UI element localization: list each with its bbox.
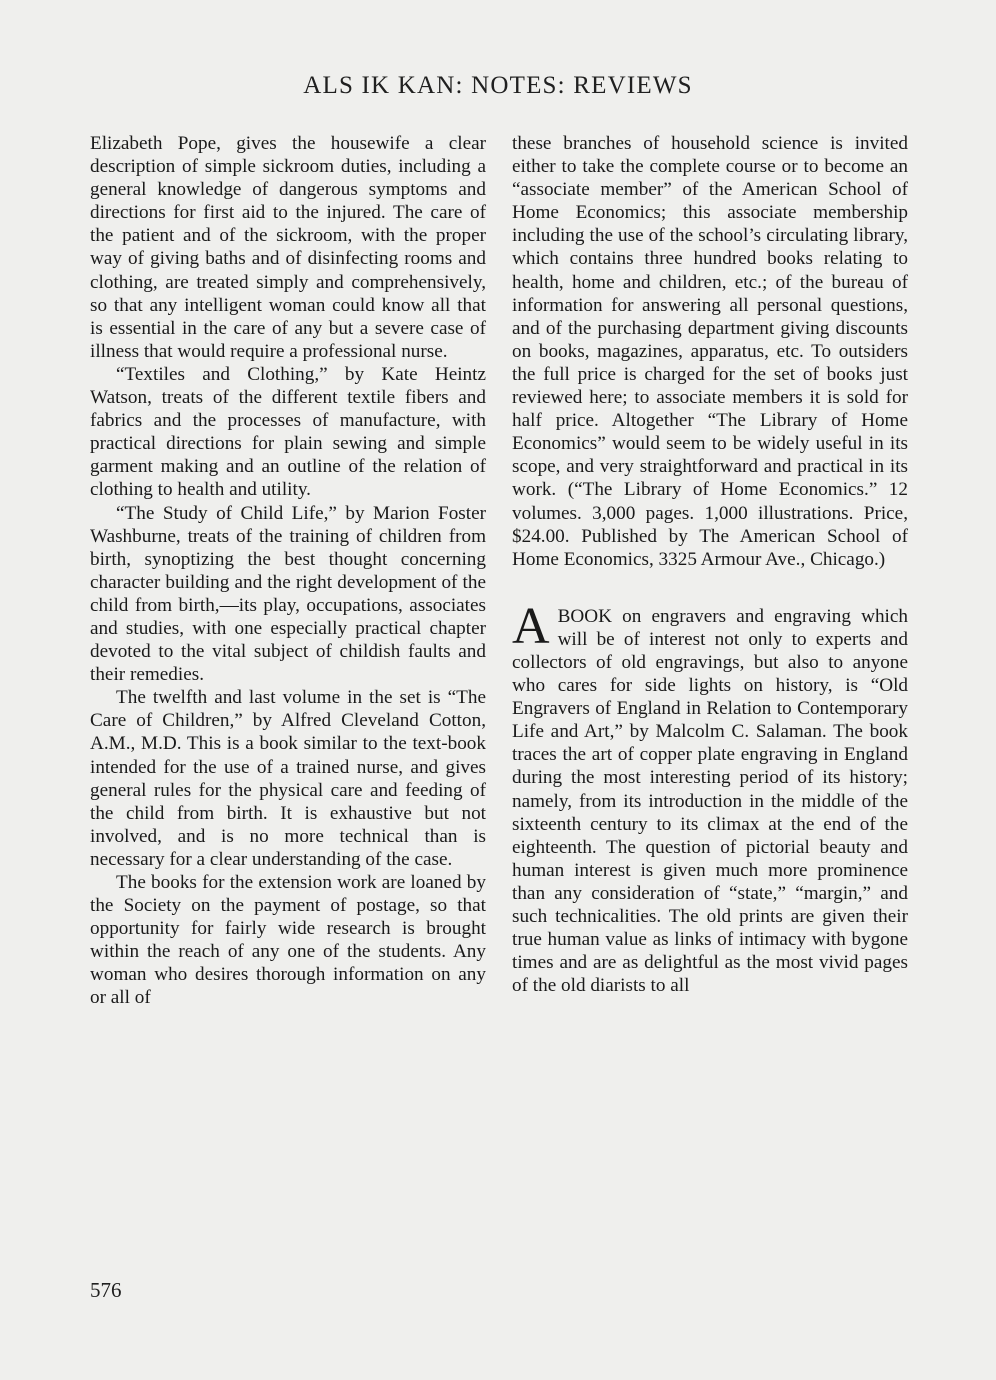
left-column xyxy=(90,132,486,1010)
page-number: 576 xyxy=(90,1278,122,1302)
paragraph-extension-work: The books for the extension work are loaned by the Society on the payment of postage, so that opportunity for fairly wide research is brought within the reach of any one of the students. Any woman who desires thorough information on any or all of xyxy=(90,872,486,1009)
right-column xyxy=(512,132,908,997)
running-head: ALS IK KAN: NOTES: REVIEWS xyxy=(303,72,693,99)
paragraph-care-of-children: The twelfth and last volume in the set is “The Care of Children,” by Alfred Cleveland Cotton, A.M., M.D. This is a book similar to the text-book intended for the use of a trained nurse, and gives general rules for the physical care and feeding of the child from birth. It is exhaustive but not involved, and is no more technical than is necessary for a clear understanding of the case. xyxy=(90,687,486,870)
drop-cap: A xyxy=(512,597,550,655)
paragraph-sickroom: Elizabeth Pope, gives the housewife a clear description of simple sickroom duties, including a general knowledge of dangerous symptoms and directions for first aid to the injured. The care of the patient and of the sickroom, with the proper way of giving baths and of disinfecting rooms and clothing, are treated simply and comprehensively, so that any intelligent woman could know all that is essential in the care of any but a severe case of illness that would require a professional nurse. xyxy=(90,133,486,362)
review-old-engravers xyxy=(512,597,908,998)
paragraph-associate-membership: these branches of household science is invited either to take the complete course or to become an “associate member” of the American School of Home Economics; this associate membership including the use of the school’s circulating library, which contains three hundred books relating to health, home and children, etc.; of the bureau of information for answering all personal questions, and of the purchasing department giving discounts on books, magazines, apparatus, etc. To outsiders the full price is charged for the set of books just reviewed here; to associate members it is sold for half price. Altogether “The Library of Home Economics” would seem to be widely useful in its scope, and very straightforward and practical in its work. (“The Library of Home Economics.” 12 volumes. 3,000 pages. 1,000 illustrations. Price, $24.00. Published by The American School of Home Economics, 3325 Armour Ave., Chicago.) xyxy=(512,133,908,570)
paragraph-textiles: “Textiles and Clothing,” by Kate Heintz Watson, treats of the different textile fibers and fabrics and the processes of manufacture, with practical directions for plain sewing and simple garment making and an outline of the relation of clothing to health and utility. xyxy=(90,363,486,501)
paragraph-child-life: “The Study of Child Life,” by Marion Foster Washburne, treats of the training of children from birth, synoptizing the best thought concerning character building and the right development of the child from birth,—its play, occupations, associates and studies, with one especially practical chapter devoted to the vital subject of childish faults and their remedies. xyxy=(90,502,486,686)
review-old-engravers-text: BOOK on engravers and engraving which will be of interest not only to experts and collectors of old engravings, but also to anyone who cares for side lights on history, is “Old Engravers of England in Relation to Contemporary Life and Art,” by Malcolm C. Salaman. The book traces the art of copper plate engraving in England during the most interesting period of its history; namely, from its introduction in the middle of the sixteenth century to its climax at the end of the eighteenth. The question of pictorial beauty and human interest is given much more prominence than any consideration of “state,” “margin,” and such technicalities. The old prints are given their true human value as links of intimacy with bygone times and are as delightful as the most vivid pages of the old diarists to all xyxy=(512,605,908,997)
